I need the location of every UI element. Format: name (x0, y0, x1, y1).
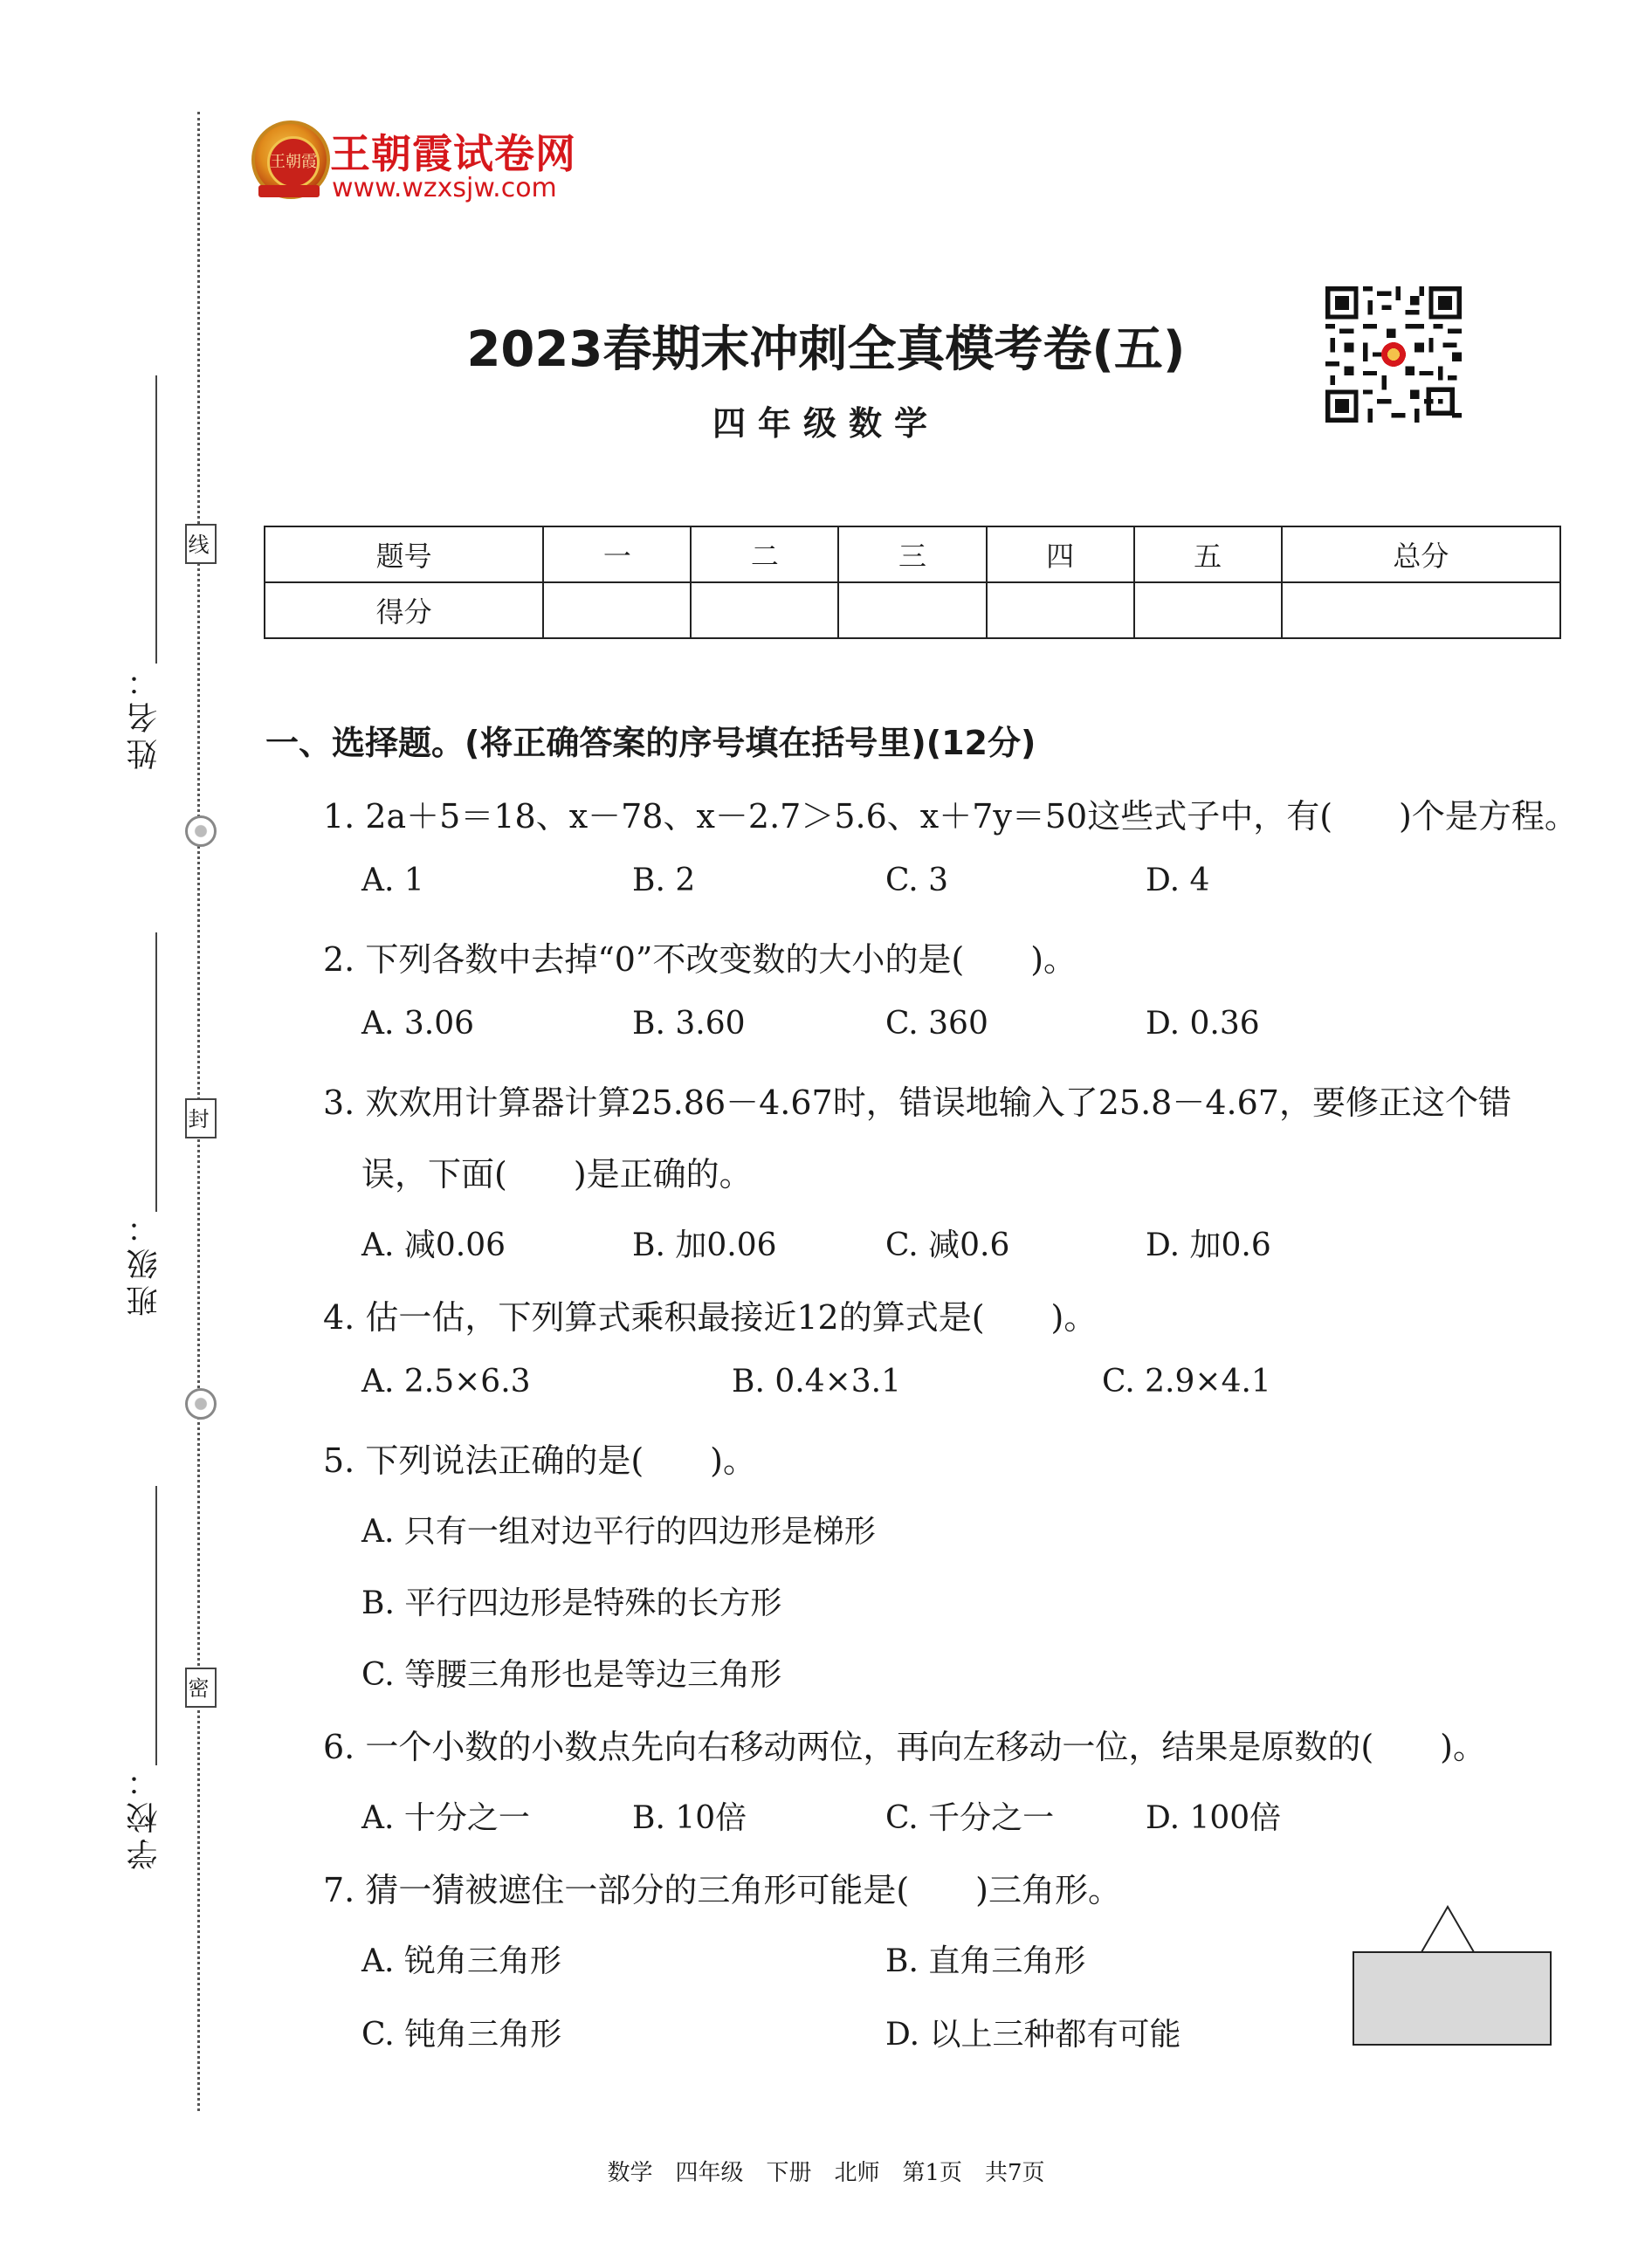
option-7b: B. 直角三角形 (885, 1943, 1086, 1979)
name-label: 姓名： (127, 660, 162, 770)
option-7c: C. 钝角三角形 (361, 2017, 562, 2053)
option-7a: A. 锐角三角形 (361, 1943, 561, 1979)
option-3d: D. 加0.6 (1146, 1228, 1271, 1263)
covered-triangle-figure (1352, 1905, 1552, 2046)
question-7: 7. 猜一猜被遮住一部分的三角形可能是( )三角形。 (323, 1871, 1121, 1909)
logo-url: www.wzxsjw.com (332, 173, 557, 203)
option-7d: D. 以上三种都有可能 (885, 2017, 1181, 2053)
question-6: 6. 一个小数的小数点先向右移动两位，再向左移动一位，结果是原数的( )。 (323, 1728, 1486, 1766)
option-1b: B. 2 (632, 863, 696, 898)
question-2: 2. 下列各数中去掉“0”不改变数的大小的是( )。 (323, 940, 1077, 979)
score-cell[interactable] (1282, 582, 1560, 638)
option-2a: A. 3.06 (361, 1006, 475, 1042)
exam-subtitle: 四年级数学 (712, 404, 940, 443)
option-1a: A. 1 (361, 863, 424, 898)
option-2c: C. 360 (885, 1006, 988, 1042)
table-header-cell: 二 (691, 526, 838, 582)
exam-title: 2023春期末冲刺全真模考卷(五) (466, 321, 1186, 378)
seal-char-xian: 线 (185, 524, 217, 564)
question-4: 4. 估一估，下列算式乘积最接近12的算式是( )。 (323, 1298, 1098, 1337)
option-1c: C. 3 (885, 863, 949, 898)
school-label: 学校： (127, 1760, 162, 1870)
question-3: 3. 欢欢用计算器计算25.86－4.67时，错误地输入了25.8－4.67，要修正这个错 (323, 1083, 1511, 1122)
option-3c: C. 减0.6 (885, 1228, 1010, 1263)
question-5: 5. 下列说法正确的是( )。 (323, 1441, 756, 1480)
binding-hole-mark (185, 815, 217, 847)
score-cell[interactable] (543, 582, 691, 638)
option-4c: C. 2.9×4.1 (1102, 1364, 1271, 1400)
table-header-cell: 一 (543, 526, 691, 582)
option-3a: A. 减0.06 (361, 1228, 506, 1263)
score-row-label: 得分 (265, 582, 543, 638)
score-cell[interactable] (691, 582, 838, 638)
question-3-continued: 误，下面( )是正确的。 (361, 1155, 753, 1193)
logo-ribbon (258, 185, 320, 197)
page-footer: 数学 四年级 下册 北师 第1页 共7页 (607, 2160, 1045, 2186)
section-title: 一、选择题。(将正确答案的序号填在括号里)(12分) (265, 724, 1036, 762)
option-2b: B. 3.60 (632, 1006, 746, 1042)
option-5c: C. 等腰三角形也是等边三角形 (361, 1657, 782, 1693)
question-1: 1. 2a＋5＝18、x－78、x－2.7＞5.6、x＋7y＝50这些式子中，有( )个是方程。 (323, 797, 1578, 836)
logo-title: 王朝霞试卷网 (330, 130, 576, 177)
score-table-score-row (265, 582, 1560, 638)
option-6c: C. 千分之一 (885, 1800, 1055, 1836)
score-cell[interactable] (838, 582, 986, 638)
table-header-cell: 四 (987, 526, 1134, 582)
class-label: 班级： (127, 1207, 162, 1317)
option-4a: A. 2.5×6.3 (361, 1364, 531, 1400)
seal-char-feng: 封 (185, 1098, 217, 1138)
binding-hole-mark (185, 1388, 217, 1420)
table-header-cell: 总分 (1282, 526, 1560, 582)
school-underline (155, 1486, 157, 1765)
option-5b: B. 平行四边形是特殊的长方形 (361, 1585, 782, 1621)
option-4b: B. 0.4×3.1 (732, 1364, 902, 1400)
score-cell[interactable] (1134, 582, 1282, 638)
table-header-cell: 五 (1134, 526, 1282, 582)
qr-code-icon (1325, 286, 1462, 423)
class-underline (155, 932, 157, 1212)
option-6a: A. 十分之一 (361, 1800, 530, 1836)
option-5a: A. 只有一组对边平行的四边形是梯形 (361, 1514, 876, 1550)
option-1d: D. 4 (1146, 863, 1210, 898)
logo-emblem-text: 王朝霞 (267, 136, 320, 189)
table-header-cell: 题号 (265, 526, 543, 582)
score-table-header-row (265, 526, 1560, 582)
score-cell[interactable] (987, 582, 1134, 638)
option-6d: D. 100倍 (1146, 1800, 1282, 1836)
table-header-cell: 三 (838, 526, 986, 582)
option-3b: B. 加0.06 (632, 1228, 777, 1263)
seal-char-mi: 密 (185, 1668, 217, 1708)
option-2d: D. 0.36 (1146, 1006, 1260, 1042)
option-6b: B. 10倍 (632, 1800, 747, 1836)
score-table (264, 526, 1561, 639)
